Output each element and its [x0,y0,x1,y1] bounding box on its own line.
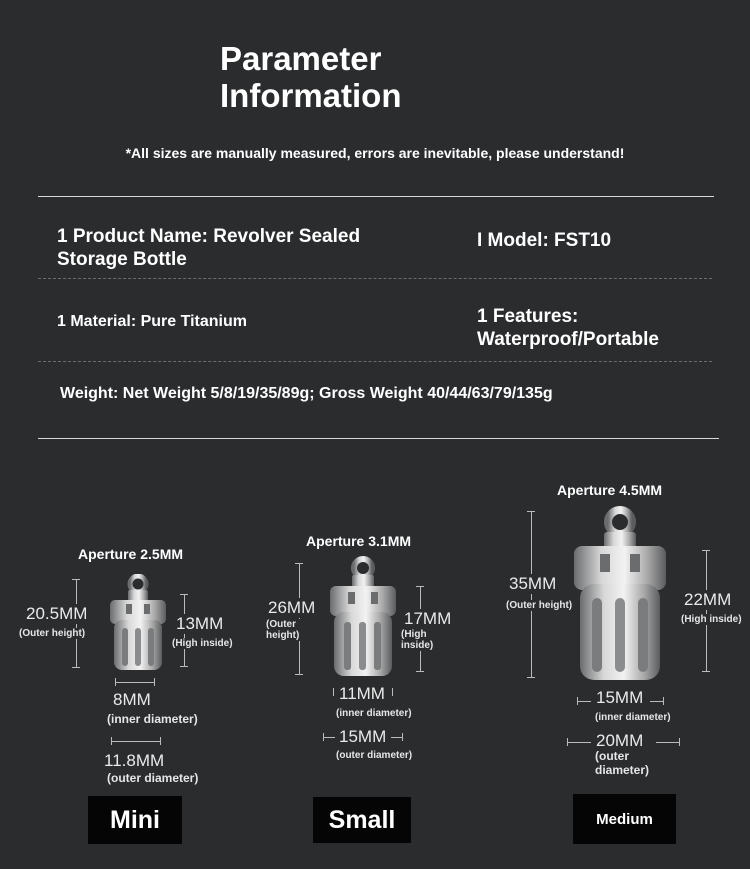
mini-outer-diameter-label: (outer diameter) [107,771,199,785]
product-name-line-1: 1 Product Name: Revolver Sealed [57,226,361,247]
small-bottle-image [324,556,402,678]
small-outer-diameter-tick-right [402,733,403,741]
medium-outer-diameter-line-right [656,742,680,743]
mini-high-inside-label: (High inside) [172,638,233,649]
mini-outer-height-line [76,580,77,668]
medium-outer-height-label: (Outer height) [506,600,573,611]
small-outer-height-label-2: height) [266,630,300,641]
medium-high-inside-label: (High inside) [681,614,742,625]
medium-bottle-image [568,506,672,682]
mini-badge: Mini [88,796,182,844]
small-aperture: Aperture 3.1MM [306,533,412,549]
mini-outer-diameter-line [111,741,161,742]
mini-inner-diameter-line [115,682,155,683]
small-outer-diameter-label: (outer diameter) [336,750,413,761]
divider-dashed-2 [38,361,712,362]
mini-outer-diameter-tick-right [160,737,161,745]
mini-outer-diameter: 11.8MM [104,751,165,770]
top-divider [38,196,714,197]
product-name-line-2: Storage Bottle [57,249,187,270]
small-high-inside-label-1: (High [401,629,427,640]
small-outer-height-label [266,619,303,641]
title-line-2: Information [220,77,402,114]
mini-high-inside-tick-bottom [180,666,188,667]
small-outer-height-tick-bottom [295,674,303,675]
medium-outer-diameter-line-left [567,742,591,743]
mini-inner-diameter-tick-right [154,678,155,686]
small-inner-diameter-tick-left [333,688,334,696]
medium-inner-diameter: 15MM [596,688,644,707]
mini-outer-height-tick-bottom [72,667,80,668]
medium-aperture: Aperture 4.5MM [557,482,663,498]
mini-aperture: Aperture 2.5MM [78,546,184,562]
title-line-1: Parameter [220,40,382,77]
small-outer-diameter: 15MM [339,727,387,746]
medium-outer-diameter-label-2: diameter) [595,763,650,777]
small-inner-diameter-label: (inner diameter) [336,708,412,719]
weight: Weight: Net Weight 5/8/19/35/89g; Gross Weight 40/44/63/79/135g [60,385,553,402]
small-high-inside-label-2: inside) [401,640,434,651]
medium-outer-height-tick-bottom [527,677,535,678]
product-name [57,225,457,271]
page-title [220,40,401,114]
medium-outer-diameter: 20MM [596,731,644,750]
material: 1 Material: Pure Titanium [57,313,247,330]
medium-outer-diameter-tick-right [679,738,680,746]
small-inner-diameter: 11MM [339,684,385,703]
model: I Model: FST10 [477,230,612,251]
middle-divider [38,438,719,439]
small-outer-diameter-line-left [323,737,335,738]
mini-outer-height-label: (Outer height) [19,628,86,639]
medium-high-inside-line [706,551,707,672]
small-outer-height: 26MM [268,598,316,617]
medium-outer-diameter-label-1: (outer [595,749,629,763]
small-high-inside: 17MM [404,609,452,628]
medium-inner-diameter-line-left [577,701,591,702]
measurement-note: *All sizes are manually measured, errors are inevitable, please understand! [125,145,625,161]
small-high-inside-label [401,629,437,651]
medium-high-inside-tick-bottom [702,671,710,672]
small-outer-height-label-1: (Outer [266,619,296,630]
medium-outer-height-line [531,512,532,678]
features [477,305,737,351]
mini-inner-diameter: 8MM [113,690,151,709]
mini-outer-height: 20.5MM [26,604,88,623]
features-line-2: Waterproof/Portable [477,329,659,350]
small-inner-diameter-tick-right [392,688,393,696]
features-line-1: 1 Features: [477,306,579,327]
mini-bottle-image [104,574,172,672]
small-badge: Small [313,797,411,843]
divider-dashed-1 [38,278,712,279]
small-high-inside-tick-bottom [416,671,424,672]
mini-high-inside: 13MM [176,614,224,633]
medium-inner-diameter-label: (inner diameter) [595,712,671,723]
medium-inner-diameter-tick-right [663,697,664,705]
medium-inner-diameter-line-right [650,701,664,702]
medium-badge: Medium [573,794,676,844]
medium-outer-diameter-label [595,749,649,777]
medium-outer-height: 35MM [509,574,557,593]
medium-high-inside: 22MM [684,590,732,609]
mini-inner-diameter-label: (inner diameter) [107,712,198,726]
